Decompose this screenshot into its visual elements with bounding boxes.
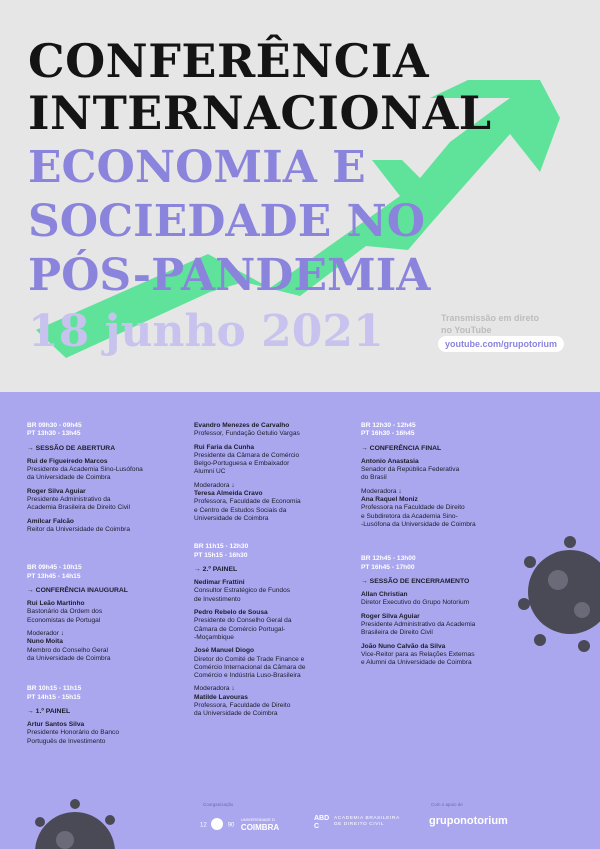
uc-logo: [200, 816, 279, 832]
speaker-role: Comércio e Indústria Luso-Brasileira: [194, 672, 301, 680]
speaker-role: Senador da República Federativa: [361, 466, 460, 474]
session-title: → SESSÃO DE ENCERRAMENTO: [361, 577, 470, 585]
session-panel-2: [194, 543, 354, 718]
session-panel-1: [27, 685, 187, 746]
speaker-role: Reitor da Universidade de Coimbra: [27, 525, 130, 533]
speaker-role: -Lusófona da Universidade de Coimbra: [361, 520, 476, 528]
speaker-name: José Manuel Diogo: [194, 647, 255, 655]
speaker-role: de Investimento: [194, 595, 241, 603]
speaker-role: Professor, Fundação Getulio Vargas: [194, 430, 300, 438]
speaker-role: Bastonário da Ordem dos: [27, 608, 103, 616]
speaker-role: Presidente Administrativo da: [27, 496, 111, 504]
speaker-role: da Universidade de Coimbra: [27, 474, 111, 482]
speaker-role: Brasileira de Direito Civil: [361, 629, 433, 637]
speaker-role: Comércio Internacional da Câmara de: [194, 663, 306, 671]
program-column-2: [194, 422, 354, 719]
stream-label-line2: no YouTube: [441, 325, 492, 335]
title-line-5: PÓS-PANDEMIA: [28, 250, 431, 301]
abdc-name-line2: DE DIREITO CIVIL: [334, 822, 385, 827]
session-title: → CONFERÊNCIA FINAL: [361, 444, 442, 452]
gruponotorium-logo: gruponotorium: [429, 815, 508, 827]
uc-year-left: 12: [200, 822, 207, 829]
title-line-2: INTERNACIONAL: [28, 86, 492, 140]
session-time-br: BR 09h30 - 09h45: [27, 422, 82, 429]
speaker-role: da Universidade de Coimbra: [27, 654, 111, 662]
session-final-conference: [361, 422, 536, 529]
speaker-name: Teresa Almeida Cravo: [194, 490, 263, 498]
uc-seal-icon: [211, 818, 223, 830]
uc-name-line2: COIMBRA: [240, 823, 280, 832]
speaker-name: Ana Raquel Moniz: [361, 496, 418, 504]
speaker-role: da Universidade de Coimbra: [194, 710, 278, 718]
speaker-name: Nuno Moita: [27, 638, 63, 646]
speaker-role: Câmara de Comércio Portugal-: [194, 625, 286, 633]
speaker-role: Economistas de Portugal: [27, 616, 101, 624]
speaker-name: Roger Silva Aguiar: [361, 612, 420, 620]
speaker-role: Alumni UC: [194, 468, 226, 476]
stream-label: [441, 312, 581, 336]
speaker-name: Rui Faria da Cunha: [194, 443, 255, 451]
title-line-3: ECONOMIA E: [28, 142, 366, 193]
session-closing: [361, 555, 536, 667]
speaker-role: Diretor Executivo do Grupo Notorium: [361, 599, 470, 607]
speaker-role: e Centro de Estudos Sociais da: [194, 506, 287, 514]
session-time-pt: PT 16h45 - 17h00: [361, 563, 415, 571]
event-date: 18 junho 2021: [28, 306, 384, 357]
speaker-role: do Brasil: [361, 474, 387, 482]
session-time-br: BR 10h15 - 11h15: [27, 685, 82, 693]
speaker-role: Consultor Estratégico de Fundos: [194, 587, 291, 595]
speaker-role: Presidente do Conselho Geral da: [194, 617, 292, 625]
virus-icon-bottom: [20, 792, 130, 849]
speaker-role: Diretor do Comité de Trade Finance e: [194, 655, 305, 663]
uc-year-right: 90: [227, 822, 235, 829]
speaker-role: Professora, Faculdade de Economia: [194, 498, 301, 506]
speaker-role: Membro do Conselho Geral: [27, 646, 108, 654]
speaker-name: Antonio Anastasia: [361, 457, 419, 465]
session-time-br: BR 12h45 - 13h00: [361, 555, 416, 563]
session-title: → CONFERÊNCIA INAUGURAL: [27, 586, 128, 594]
speaker-name: João Nuno Calvão da Silva: [361, 642, 446, 650]
abdc-name: [334, 816, 400, 828]
speaker-name: Roger Silva Aguiar: [27, 487, 86, 495]
coorganization-label: Coorganização: [203, 802, 234, 807]
program-column-3: [361, 422, 536, 668]
stream-label-line1: Transmissão em direto: [441, 313, 540, 323]
support-label: Com o apoio de: [431, 802, 463, 807]
speaker-name: Rui de Figueiredo Marcos: [27, 457, 108, 465]
session-time-pt: PT 13h45 - 14h15: [27, 572, 81, 580]
speaker-name: Amílcar Falcão: [27, 517, 74, 525]
speaker-role: Academia Brasileira de Direito Civil: [27, 504, 130, 512]
speaker-name: Evandro Menezes de Carvalho: [194, 422, 290, 429]
session-time-pt: PT 16h30 - 16h45: [361, 430, 415, 438]
speaker-name: Artur Santos Silva: [27, 721, 85, 729]
moderator-label: Moderadora ↓: [194, 481, 235, 489]
speaker-role: Presidente Honorário do Banco: [27, 729, 120, 737]
abdc-logo: ABDC: [314, 815, 330, 830]
session-title: → SESSÃO DE ABERTURA: [27, 444, 116, 452]
program-column-1: [27, 422, 187, 746]
speaker-role: Presidente Administrativo da Academia: [361, 621, 476, 629]
speaker-role: Belgo-Portuguesa e Embaixador: [194, 460, 290, 468]
speaker-role: Presidente da Câmara de Comércio: [194, 451, 300, 459]
session-time-br: BR 12h30 - 12h45: [361, 422, 416, 429]
speaker-role: Presidente da Academia Sino-Lusófona: [27, 466, 143, 474]
speaker-role: e Alumni da Universidade de Coimbra: [361, 659, 472, 667]
speaker-name: Rui Leão Martinho: [27, 600, 85, 608]
header-section: [0, 0, 600, 392]
title-line-1: CONFERÊNCIA: [28, 34, 430, 88]
speaker-role: Vice-Reitor para as Relações Externas: [361, 650, 475, 658]
speaker-role: -Moçambique: [194, 633, 234, 641]
speaker-name: Matilde Lavouras: [194, 693, 248, 701]
speaker-role: Professora na Faculdade de Direito: [361, 504, 465, 512]
panel-1-continued: [194, 422, 354, 523]
moderator-label: Moderador ↓: [27, 630, 65, 638]
session-time-pt: PT 15h15 - 16h30: [194, 551, 248, 559]
speaker-name: Allan Christian: [361, 591, 408, 599]
session-inaugural: [27, 564, 187, 663]
speaker-role: Professora, Faculdade de Direito: [194, 702, 291, 710]
session-time-pt: PT 14h15 - 15h15: [27, 693, 81, 701]
youtube-link[interactable]: youtube.com/grupotorium: [438, 336, 564, 352]
session-time-br: BR 09h45 - 10h15: [27, 564, 82, 572]
session-title: → 1.º PAINEL: [27, 707, 71, 715]
uc-name-line1: UNIVERSIDADE D: [240, 817, 275, 822]
abdc-name-line1: ACADEMIA BRASILEIRA: [334, 816, 400, 821]
speaker-name: Nedimar Frattini: [194, 579, 245, 587]
speaker-role: Universidade de Coimbra: [194, 514, 269, 522]
speaker-role: e Subdiretora da Academia Sino-: [361, 512, 458, 520]
session-title: → 2.º PAINEL: [194, 565, 238, 573]
session-time-br: BR 11h15 - 12h30: [194, 543, 249, 551]
title-line-4: SOCIEDADE NO: [28, 196, 426, 247]
moderator-label: Moderadora ↓: [194, 685, 235, 693]
speaker-name: Pedro Rebelo de Sousa: [194, 609, 268, 617]
session-time-pt: PT 13h30 - 13h45: [27, 430, 81, 438]
session-opening: [27, 422, 187, 534]
moderator-label: Moderadora ↓: [361, 487, 402, 495]
speaker-role: Português de Investimento: [27, 737, 106, 745]
